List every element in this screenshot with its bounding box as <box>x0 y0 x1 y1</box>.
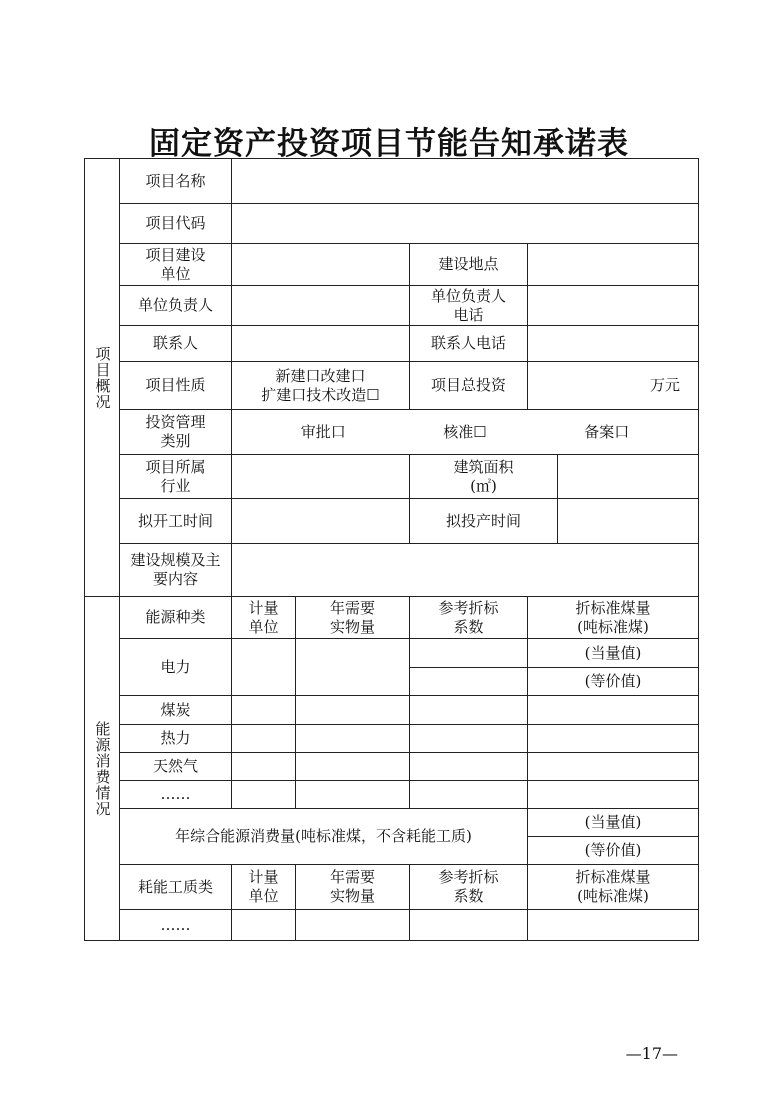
contact-value[interactable] <box>232 326 410 362</box>
coal-std[interactable] <box>528 696 699 725</box>
page-number: —17— <box>625 1044 678 1063</box>
electricity-coef-equiv[interactable] <box>410 639 528 668</box>
energy-commitment-table <box>84 158 699 941</box>
start-time-label: 拟开工时间 <box>120 499 232 544</box>
total-invest-label: 项目总投资 <box>410 362 528 410</box>
section-overview: 项目概况 <box>85 159 120 597</box>
total-equiv-value[interactable]: (当量值) <box>528 809 699 837</box>
electricity-equal-value[interactable]: (等价值) <box>528 668 699 696</box>
start-time-value[interactable] <box>232 499 410 544</box>
heat-std[interactable] <box>528 725 699 753</box>
other-qty[interactable] <box>296 781 410 809</box>
medium-std[interactable] <box>528 910 699 941</box>
contact-phone-label: 联系人电话 <box>410 326 528 362</box>
electricity-unit[interactable] <box>232 639 296 696</box>
mgmt-options[interactable] <box>232 410 699 455</box>
heat-coef[interactable] <box>410 725 528 753</box>
area-label: 建筑面积 (㎡) <box>410 455 558 499</box>
coal-coef[interactable] <box>410 696 528 725</box>
location-label: 建设地点 <box>410 244 528 286</box>
unit-header: 计量 单位 <box>232 597 296 639</box>
medium-coef-header: 参考折标 系数 <box>410 865 528 910</box>
leader-phone-label: 单位负责人 电话 <box>410 286 528 326</box>
heat-qty[interactable] <box>296 725 410 753</box>
option-verify[interactable]: 核准☐ <box>443 422 487 441</box>
leader-phone-value[interactable] <box>528 286 699 326</box>
electricity-label: 电力 <box>120 639 232 696</box>
project-code-value[interactable] <box>232 204 699 244</box>
leader-label: 单位负责人 <box>120 286 232 326</box>
location-value[interactable] <box>528 244 699 286</box>
scale-label: 建设规模及主 要内容 <box>120 544 232 597</box>
option-record[interactable]: 备案口 <box>584 422 630 441</box>
industry-label: 项目所属 行业 <box>120 455 232 499</box>
project-code-label: 项目代码 <box>120 204 232 244</box>
other-energy-label: …… <box>120 781 232 809</box>
gas-std[interactable] <box>528 753 699 781</box>
medium-qty[interactable] <box>296 910 410 941</box>
nature-label: 项目性质 <box>120 362 232 410</box>
builder-label: 项目建设 单位 <box>120 244 232 286</box>
gas-unit[interactable] <box>232 753 296 781</box>
nature-options[interactable]: 新建口改建口 扩建口技术改造☐ <box>232 362 410 410</box>
leader-value[interactable] <box>232 286 410 326</box>
production-time-label: 拟投产时间 <box>410 499 558 544</box>
medium-qty-header: 年需要 实物量 <box>296 865 410 910</box>
industry-value[interactable] <box>232 455 410 499</box>
electricity-equiv-value[interactable]: (当量值) <box>528 639 699 668</box>
total-equal-value[interactable]: (等价值) <box>528 837 699 865</box>
section-energy: 能源消费情况 <box>85 597 120 941</box>
medium-kind-header: 耗能工质类 <box>120 865 232 910</box>
coef-header: 参考折标 系数 <box>410 597 528 639</box>
electricity-qty[interactable] <box>296 639 410 696</box>
energy-kind-header: 能源种类 <box>120 597 232 639</box>
contact-phone-value[interactable] <box>528 326 699 362</box>
other-coef[interactable] <box>410 781 528 809</box>
other-std[interactable] <box>528 781 699 809</box>
gas-coef[interactable] <box>410 753 528 781</box>
medium-ellipsis: …… <box>120 910 232 941</box>
medium-coef[interactable] <box>410 910 528 941</box>
builder-value[interactable] <box>232 244 410 286</box>
medium-unit-header: 计量 单位 <box>232 865 296 910</box>
mgmt-label: 投资管理 类别 <box>120 410 232 455</box>
total-consumption-label: 年综合能源消费量(吨标准煤，不含耗能工质) <box>120 809 528 865</box>
medium-unit[interactable] <box>232 910 296 941</box>
project-name-label: 项目名称 <box>120 159 232 204</box>
heat-unit[interactable] <box>232 725 296 753</box>
coal-qty[interactable] <box>296 696 410 725</box>
electricity-coef-equal[interactable] <box>410 668 528 696</box>
contact-label: 联系人 <box>120 326 232 362</box>
total-invest-unit[interactable]: 万元 <box>528 362 699 410</box>
other-unit[interactable] <box>232 781 296 809</box>
heat-label: 热力 <box>120 725 232 753</box>
qty-header: 年需要 实物量 <box>296 597 410 639</box>
scale-value[interactable] <box>232 544 699 597</box>
medium-std-header: 折标准煤量 (吨标准煤) <box>528 865 699 910</box>
project-name-value[interactable] <box>232 159 699 204</box>
coal-unit[interactable] <box>232 696 296 725</box>
form-title: 固定资产投资项目节能告知承诺表 <box>149 126 629 162</box>
coal-label: 煤炭 <box>120 696 232 725</box>
gas-qty[interactable] <box>296 753 410 781</box>
option-approval[interactable]: 审批口 <box>300 422 346 441</box>
production-time-value[interactable] <box>558 499 699 544</box>
gas-label: 天然气 <box>120 753 232 781</box>
area-value[interactable] <box>558 455 699 499</box>
std-coal-header: 折标准煤量 (吨标准煤) <box>528 597 699 639</box>
